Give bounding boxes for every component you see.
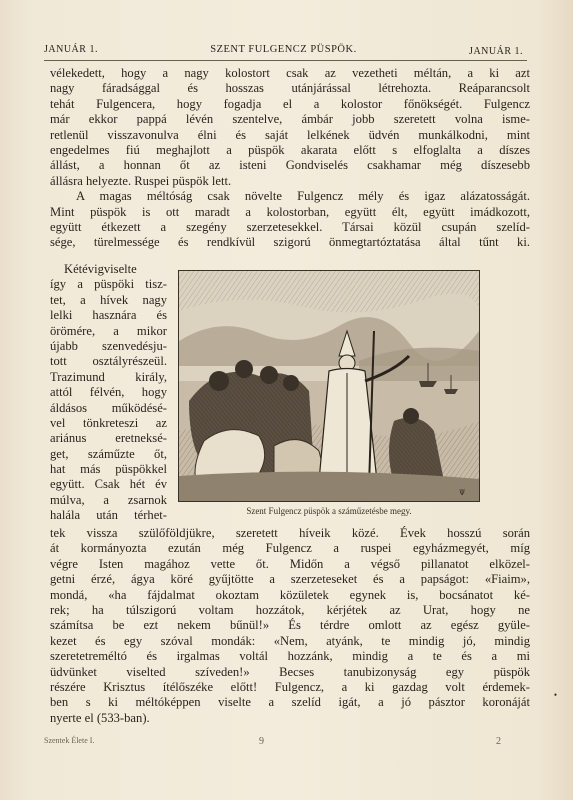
text-line: részére Krisztus ítélőszéke előtt! Fulgencz, a ki gazdag volt érdemek- (50, 679, 530, 694)
text-line: Trazimund király, (50, 369, 167, 384)
text-line: áldásos működésé- (50, 400, 167, 415)
text-line: ben s ki méltóképpen viselte a szelíd igát, a jó pásztor koronáját (50, 695, 530, 710)
text-line: nagy fáradsággal és hosszas utánjárással létrehozta. Reáparancsolt (50, 81, 530, 96)
text-line: tek vissza szülőföldjükre, szeretett híveik közé. Évek hosszú során (50, 526, 530, 540)
text-line: A magas méltóság csak növelte Fulgencz mély és igaz alázatosságát. (76, 189, 530, 204)
text-line: ariánus eretneksé- (50, 431, 167, 446)
text-line: tet, a hívek nagy (50, 292, 167, 307)
header-rule (44, 60, 527, 61)
illustration-figure (178, 270, 480, 528)
text-line: tott osztályrészeül. (50, 354, 167, 369)
text-line: Kétévigviselte (64, 262, 137, 276)
text-line: múlva, a zsarnok (50, 492, 167, 507)
engraving-drawing (179, 271, 479, 501)
svg-text:Ψ: Ψ (459, 489, 466, 497)
text-line: együtt. Csak hét év (50, 477, 167, 492)
header-title: SZENT FULGENCZ PÜSPÖK. (210, 44, 357, 55)
text-block-bottom (50, 526, 530, 726)
engraving-illustration (178, 270, 480, 502)
text-line: üdvünket viselted szíveden!» Becses tanubizonyság egy püspök (50, 664, 530, 679)
text-line: már ekkor pappá lévén szentelve, ámbár jobb szeretett volna isme- (50, 112, 530, 127)
text-line: vel tönkreteszi az (50, 415, 167, 430)
header-right: JANUÁR 1. (469, 46, 523, 57)
text-line: vélekedett, hogy a nagy kolostort csak az vezetheti méltán, a ki azt (50, 66, 530, 80)
text-block-top (50, 66, 530, 251)
header-left: JANUÁR 1. (44, 44, 98, 55)
text-line: tehát Fulgencera, hogy fogadja el a kolostor főnökségét. Fulgencz (50, 96, 530, 111)
text-line: szeretetreméltó és irgalmas voltál hozzánk, mindig a te és a mi (50, 649, 530, 664)
text-line: lelki hasznára és (50, 308, 167, 323)
footer-signature: Szentek Élete I. (44, 736, 95, 745)
figure-caption: Szent Fulgencz püspök a száműzetésbe megy. (246, 506, 412, 516)
footer-page-number: 9 (259, 736, 264, 747)
text-line: számítsa be ezt nekem bűnül!» És térdre omlott az egész gyüle- (50, 618, 530, 633)
text-block-narrow (50, 262, 167, 524)
text-line: attól félvén, hogy (50, 385, 167, 400)
text-line: állást, a honnan őt az isteni Gondviselés csakhamar még díszesebb (50, 158, 530, 173)
text-line: kezet és egy szóval mondák: «Nem, atyánk, te mindig jó, mindig (50, 633, 530, 648)
text-line: át kormányozta ezután még Fulgencz a ruspei egyházmegyét, míg (50, 541, 530, 556)
text-line: sége, türelmessége és rendkívül szigorú önmegtartóztatása által tűnt ki. (50, 235, 530, 250)
text-line: get, száműzte őt, (50, 446, 167, 461)
text-line: mondá, «ha fájdalmat okoztam közületek egynek is, bocsánatot ké- (50, 587, 530, 602)
text-line: újabb szenvedésju- (50, 338, 167, 353)
text-line: Mint püspök is ott maradt a kolostorban, együtt élt, együtt imádkozott, (50, 204, 530, 219)
text-line: hat más püspökkel (50, 462, 167, 477)
text-line: nyerte el (533-ban). (50, 710, 150, 725)
margin-mark: • (553, 690, 557, 700)
page-footer (44, 736, 523, 750)
text-line: halála után térhet- (50, 508, 167, 523)
text-line: getni érzé, ágya köré gyűjtötte a szerzeteseket és a papságot: «Fiaim», (50, 572, 530, 587)
text-line: engedelmes fiú meghajlott a püspök akarata előtt s elfoglalta a díszes (50, 142, 530, 157)
running-header (44, 44, 523, 60)
text-line: így a püspöki tisz- (50, 277, 167, 292)
text-line: rek; ha túlszigorú voltam hozzátok, kérjétek az Urat, hogy ne (50, 602, 530, 617)
text-line: együtt étkezett a szegény szerzetesekkel. Társai közül csupán szelíd- (50, 219, 530, 234)
text-line: retlenül visszavonulva élni és saját lelkének üdvén munkálkodni, mint (50, 127, 530, 142)
footer-sheet-number: 2 (496, 736, 501, 747)
text-line: örömére, a mikor (50, 323, 167, 338)
text-line: állásra helyezte. Ruspei püspök lett. (50, 173, 232, 188)
text-line: végre Isten magához vette őt. Midőn a végső pillanatot elközel- (50, 556, 530, 571)
